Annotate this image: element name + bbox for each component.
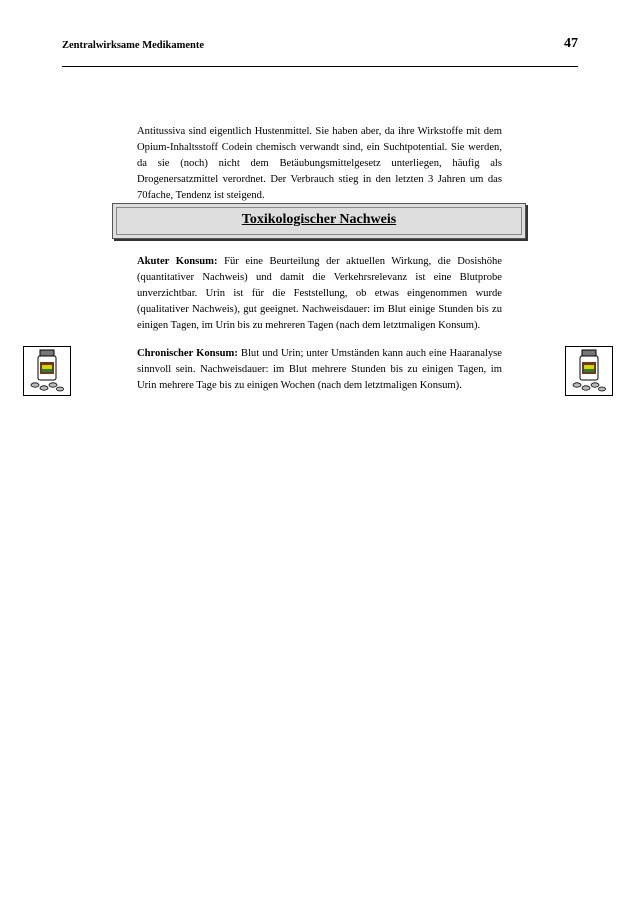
section-title: Toxikologischer Nachweis [241,212,397,227]
chronic-consumption-paragraph [137,346,502,394]
page-number: 47 [564,36,578,51]
section-banner [112,203,526,239]
acute-consumption-paragraph [137,254,502,334]
page-header [62,36,578,67]
acute-consumption-text: Für eine Beurteilung der aktuellen Wirkung, die Dosishöhe (quantitativer Nachweis) und damit die Verkehrsrelevanz ist eine Blutprobe unverzichtbar. Urin ist für die Feststellung, ob etwas eingenommen wurde (qualitativer Nachweis), gut geeignet. Nachweisdauer: im Blut einige Stunden bis zu einigen Tagen, im Urin bis zu mehreren Tagen (nach dem letztmaligen Konsum). [137,256,503,331]
header-title: Zentralwirksame Medikamente [62,40,205,51]
pill-bottle-icon [565,346,613,396]
chronic-consumption-text: Blut und Urin; unter Umständen kann auch eine Haaranalyse sinnvoll sein. Nachweisdauer: im Blut mehrere Stunden bis zu einigen Tagen, im Urin mehrere Tage bis zu einigen Wochen (nach dem letztmaligen Konsum). [137,348,502,391]
chronic-consumption-label: Chronischer Konsum: [137,348,238,359]
acute-consumption-label: Akuter Konsum: [137,256,218,267]
intro-paragraph: Antitussiva sind eigentlich Hustenmittel. Sie haben aber, da ihre Wirkstoffe mit dem Opium-Inhaltsstoff Codein chemisch verwandt sind, ein Suchtpotential. Sie werden, da sie (noch) nicht dem Betäubungsmittelgesetz unterliegen, häufig als Drogenersatzmittel verordnet. Der Verbrauch stieg in den letzten 3 Jahren um das 70fache, Tendenz ist steigend. [137,126,502,201]
pill-bottle-icon [23,346,71,396]
